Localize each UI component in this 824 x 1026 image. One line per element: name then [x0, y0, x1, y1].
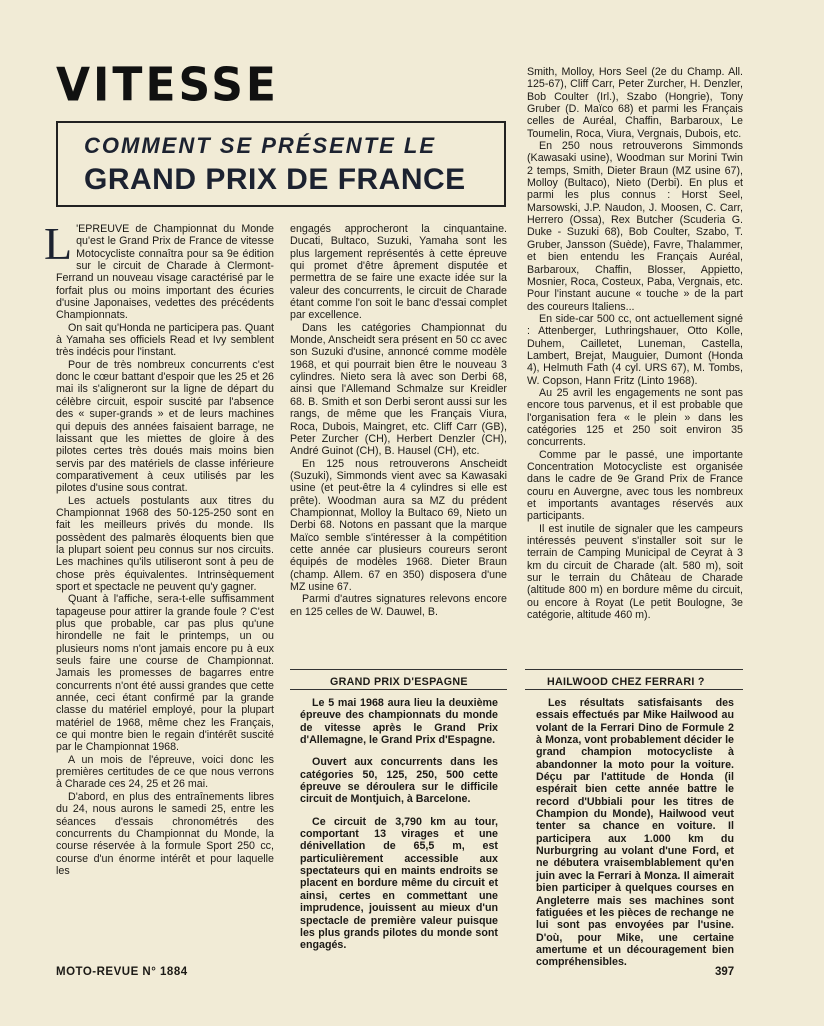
- paragraph: Quant à l'affiche, sera-t-elle suffisamment tapageuse pour attirer la grande foule ? C'est plus que probable, car pas plus qu'une hirondelle ne fait le printemps, un ou plusieurs noms n'ont jamais encore pu à eux seuls faire une course de Championnat. Jamais les promesses de bagarres entre concurrents n'ont été aussi grandes que cette année, ceci étant confirmé par la grande classe du matériel employé, pour la plupart matériel de 1968, même chez les Français, ce qui montre bien le regain d'intérêt suscité par le Championnat 1968.: [56, 593, 274, 754]
- section-title: VITESSE: [56, 58, 279, 113]
- paragraph: Les résultats satisfaisants des essais effectués par Mike Hailwood au volant de la Ferrari Dino de Formule 2 à Monza, vont probablement décider le grand champion motocycliste à abandonner la moto pour la voiture. Déçu par l'attitude de Honda (il espérait bien cette année battre le record d'Ubbiali pour les titres de Champion du Monde), Hailwood veut tenter sa chance en voiture. Il participera aux 1.000 km du Nurburgring au volant d'une Ford, et ne débutera vraisemblablement qu'en juin avec la Ferrari à Monza. Il aimerait bien participer à quelques courses en Angleterre mais ses machines sont fatiguées et les pièces de rechange ne lui sont pas envoyées par l'usine. D'où, pour Mike, une certaine amertume et un découragement bien compréhensibles.: [536, 697, 734, 969]
- paragraph: En side-car 500 cc, ont actuellement signé : Attenberger, Luthringshauer, Otto Kolle, Duhem, Cailletet, Luneman, Castella, Lambert, Brejat, Mauguier, Dumont (Honda 4), Helmuth Fath (4 cyl. URS 67), M. Tombs, W. Copson, Hann Fritz (Linto 1968).: [527, 312, 743, 387]
- paragraph: Les actuels postulants aux titres du Championnat 1968 des 50-125-250 sont en fait les meilleurs privés du monde. Ils possèdent des palmarès éloquents bien que la plupart soient peu connus sur nos circuits. Les machines qu'ils utiliseront sont à peu de chose près équivalentes. Intrinsèquement sport et spectacle ne peuvent qu'y gagner.: [56, 494, 274, 593]
- headline-box: [56, 121, 506, 207]
- paragraph: Au 25 avril les engagements ne sont pas encore tous parvenus, et il est probable que l'organisation fera « le plein » dans les catégories 125 et 250 soit environ 35 concurrents.: [527, 386, 743, 449]
- paragraph: Ce circuit de 3,790 km au tour, comportant 13 virages et une dénivellation de 65,5 m, est particulièrement accessible aux spectateurs qui en maints endroits se placent en bordure même du circuit et ainsi, certes en commettant une imprudence, jouissent au mieux d'un spectacle de première valeur puisque les plus grands pilotes du monde sont engagés.: [300, 815, 498, 952]
- paragraph: Ouvert aux concurrents dans les catégories 50, 125, 250, 500 cette épreuve se déroulera sur le difficile circuit de Montjuich, à Barcelone.: [300, 756, 498, 806]
- paragraph: Il est inutile de signaler que les campeurs intéressés peuvent s'installer soit sur le terrain de Camping Municipal de Ceyrat à 3 km du circuit de Charade (alt. 580 m), soit sur le terrain du Château de Charade (altitude 800 m) en bordure même du circuit, ou encore à Royat (Le petit Boulogne, 3e catégorie, altitude 460 m).: [527, 522, 743, 622]
- paragraph: Le 5 mai 1968 aura lieu la deuxième épreuve des championnats du monde de vitesse après le Grand Prix d'Allemagne, le Grand Prix d'Espagne.: [300, 697, 498, 747]
- box-title-spain: GRAND PRIX D'ESPAGNE: [330, 676, 468, 688]
- magazine-issue: MOTO-REVUE N° 1884: [56, 966, 188, 978]
- box-title-rule: [290, 689, 507, 690]
- headline: GRAND PRIX DE FRANCE: [84, 163, 466, 196]
- box-top-rule: [290, 669, 507, 670]
- paragraph: Smith, Molloy, Hors Seel (2e du Champ. All. 125-67), Cliff Carr, Peter Zurcher, H. Denzler, Bob Coulter (Irl.), Szabo (Hongrie), Tony Gruber (D. Maïco 68) et parmi les Français celles de Auréal, Chaffin, Barbaroux, Le Toumelin, Roca, Viura, Vergnais, Dubois, etc.: [527, 66, 743, 140]
- box-title-ferrari: HAILWOOD CHEZ FERRARI ?: [547, 676, 705, 688]
- paragraph: Comme par le passé, une importante Concentration Motocycliste est organisée dans le cadre de 9e Grand Prix de France couru en Auvergne, avec tous les nombreux et importants avantages réservés aux participants.: [527, 448, 743, 523]
- box-top-rule: [525, 669, 743, 670]
- paragraph: En 125 nous retrouverons Anscheidt (Suzuki), Simmonds vient avec sa Kawasaki usine (et peut-être la 4 cylindres si elle est prête). Woodman aura sa MZ du prédent Championnat, Molloy la Bultaco 69, Nieto un Derbi 68. Notons en passant que la marque Maïco semble s'intéresser à la compétition cette année car plusieurs coureurs seront équipés de modèles 1968. Dieter Braun (champ. Allem. 67 en 350) disposera d'une MZ usine 67.: [290, 457, 507, 593]
- box-spain-text: [300, 697, 498, 962]
- paragraph: 'EPREUVE de Championnat du Monde qu'est le Grand Prix de France de vitesse Motocycliste connaîtra pour sa 9e édition sur le circuit de Charade à Clermont-Ferrand un nouveau visage caractérisé par le forfait plus ou moins important des écuries d'usine Japonaises, vedettes des précédents Championnats.: [56, 223, 274, 322]
- paragraph: Pour de très nombreux concurrents c'est donc le cœur battant d'espoir que les 25 et 26 mai ils s'aligneront sur la ligne de départ du célèbre circuit, espoir suscité par l'absence des « super-grands » et de leurs machines qui depuis des années faisaient barrage, ne laissant que les miettes de gloire à des pilotes certes très doués mais moins bien servis par des matériels de classe inférieure comparativement à ceux utilisés par les pilotes d'usine sous contrat.: [56, 358, 274, 495]
- paragraph: engagés approcheront la cinquantaine. Ducati, Bultaco, Suzuki, Yamaha sont les plus largement représentés à cette épreuve qui promet d'être âprement disputée et permettra de se faire une exacte idée sur la valeur des concurrents, le circuit de Charade étant comme l'on soit le banc d'essai complet par excellence.: [290, 223, 507, 322]
- box-ferrari-text: [536, 697, 734, 979]
- paragraph: Parmi d'autres signatures relevons encore en 125 celles de W. Dauwel, B.: [290, 593, 507, 618]
- paragraph: Dans les catégories Championnat du Monde, Anscheidt sera présent en 50 cc avec son Suzuki d'usine, annoncé comme modèle 1968, et qui pourrait bien être le nouveau 3 cylindres. Nieto sera là avec son Derbi 68, ainsi que l'Allemand Schmalze sur Kreidler 68. B. Smith et son Derbi seront aussi sur les rangs, de même que les Français Viura, Roca, Dubois, Maingret, etc. Cliff Carr (GB), Peter Zurcher (CH), Herbert Denzler (CH), André Guinot (CH), B. Hausel (CH), etc.: [290, 321, 507, 458]
- page-number: 397: [715, 966, 735, 978]
- drop-cap: L: [44, 218, 73, 269]
- paragraph: On sait qu'Honda ne participera pas. Quant à Yamaha ses officiels Read et Ivy semblent très indécis pour l'instant.: [56, 321, 274, 359]
- headline-kicker: COMMENT SE PRÉSENTE LE: [84, 133, 437, 158]
- article-column-3: [527, 66, 743, 621]
- article-column-1: [44, 218, 274, 877]
- paragraph: A un mois de l'épreuve, voici donc les premières certitudes de ce que nous verrons à Charade ces 24, 25 et 26 mai.: [56, 753, 274, 791]
- paragraph: D'abord, en plus des entraînements libres du 24, nous aurons le samedi 25, entre les séances d'essais chronométrés des concurrents du Championnat du Monde, la course réservée à la formule Sport 250 cc, course d'un énorme intérêt et pour laquelle les: [56, 790, 274, 877]
- paragraph: En 250 nous retrouverons Simmonds (Kawasaki usine), Woodman sur Morini Twin 2 temps, Smith, Dieter Braun (MZ usine 67), Molloy (Bultaco), Nieto (Derbi). En plus et parmi les plus connus : Horst Seel, Marsowski, J.P. Naudon, J. Moosen, C. Carr, Herrero (Ossa), Rex Butcher (Scuderia G. Duke - Suzuki 68), Bob Coulter, Szabo, T. Gruber, Jansson (Suède), Favre, Thalammer, et bien entendu les Français Auréal, Barbaroux, Chaffin, Blosser, Appietto, Mosnier, Roca, Costeux, Paba, Vergnais, etc. Pour l'instant aucune « touche » de la part des coureurs Italiens...: [527, 140, 743, 313]
- box-title-rule: [525, 689, 743, 690]
- article-column-2: [290, 223, 507, 618]
